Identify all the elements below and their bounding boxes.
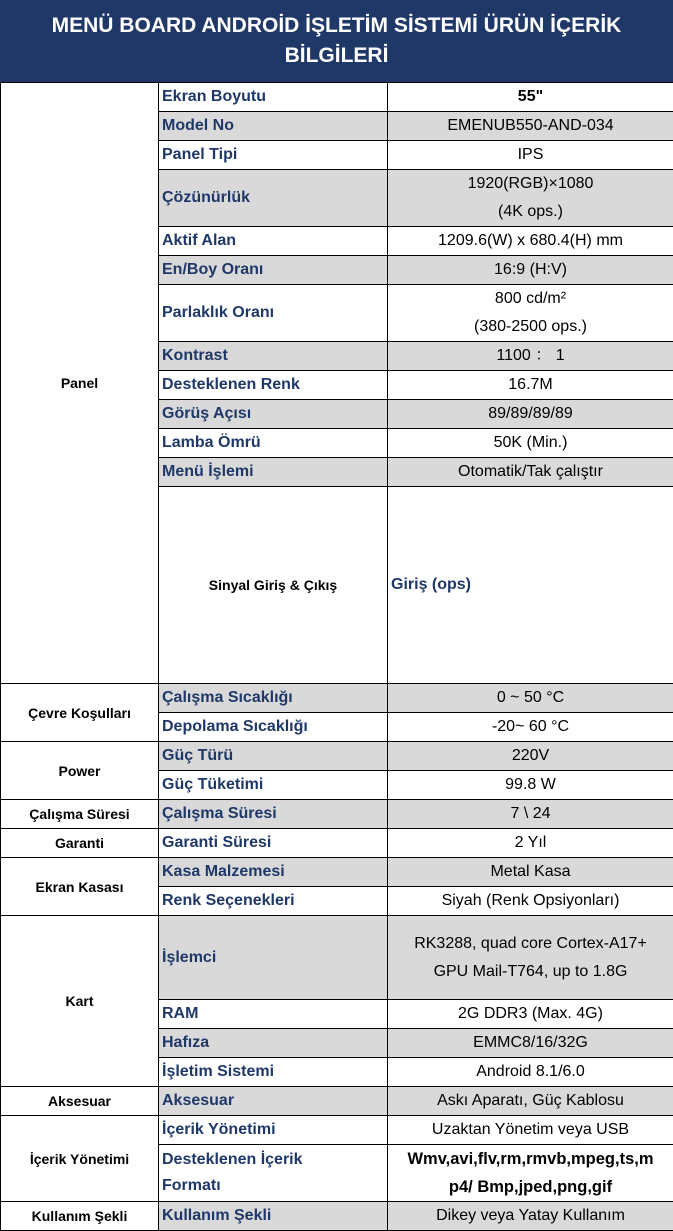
label-content-management: İçerik Yönetimi <box>159 1116 388 1145</box>
value-case-material: Metal Kasa <box>388 858 673 887</box>
value-resolution: 1920(RGB)×1080 (4K ops.) <box>388 170 673 227</box>
value-operating-temp: 0 ~ 50 °C <box>388 684 673 713</box>
spec-table <box>0 82 673 1231</box>
label-working-time: Çalışma Süresi <box>159 800 388 829</box>
group-card: Kart <box>1 916 159 1087</box>
value-color-options: Siyah (Renk Opsiyonları) <box>388 887 673 916</box>
value-power-consumption: 99.8 W <box>388 771 673 800</box>
value-power-type: 220V <box>388 742 673 771</box>
label-power-consumption: Güç Tüketimi <box>159 771 388 800</box>
value-usage: Dikey veya Yatay Kullanım <box>388 1202 673 1231</box>
label-usage: Kullanım Şekli <box>159 1202 388 1231</box>
group-power: Power <box>1 742 159 800</box>
value-content-management: Uzaktan Yönetim veya USB <box>388 1116 673 1145</box>
value-brightness: 800 cd/m² (380-2500 ops.) <box>388 285 673 342</box>
value-aspect-ratio: 16:9 (H:V) <box>388 256 673 285</box>
table-row <box>1 83 673 112</box>
group-signal: Sinyal Giriş & Çıkış <box>159 487 388 684</box>
value-lamp-life: 50K (Min.) <box>388 429 673 458</box>
value-ram: 2G DDR3 (Max. 4G) <box>388 1000 673 1029</box>
table-row <box>1 1116 673 1145</box>
table-row <box>1 742 673 771</box>
value-menu-operation: Otomatik/Tak çalıştır <box>388 458 673 487</box>
label-operating-system: İşletim Sistemi <box>159 1058 388 1087</box>
label-ram: RAM <box>159 1000 388 1029</box>
value-active-area: 1209.6(W) x 680.4(H) mm <box>388 227 673 256</box>
label-aspect-ratio: En/Boy Oranı <box>159 256 388 285</box>
label-color-options: Renk Seçenekleri <box>159 887 388 916</box>
value-screen-size: 55" <box>388 83 673 112</box>
label-resolution: Çözünürlük <box>159 170 388 227</box>
label-active-area: Aktif Alan <box>159 227 388 256</box>
label-case-material: Kasa Malzemesi <box>159 858 388 887</box>
label-processor: İşlemci <box>159 916 388 1000</box>
label-accessory: Aksesuar <box>159 1087 388 1116</box>
page-title: MENÜ BOARD ANDROİD İŞLETİM SİSTEMİ ÜRÜN İÇERİK BİLGİLERİ <box>0 0 673 82</box>
value-colors: 16.7M <box>388 371 673 400</box>
value-operating-system: Android 8.1/6.0 <box>388 1058 673 1087</box>
table-row <box>1 858 673 887</box>
group-warranty: Garanti <box>1 829 159 858</box>
group-accessory: Aksesuar <box>1 1087 159 1116</box>
value-accessory: Askı Aparatı, Güç Kablosu <box>388 1087 673 1116</box>
table-row <box>1 829 673 858</box>
label-screen-size: Ekran Boyutu <box>159 83 388 112</box>
label-warranty-time: Garanti Süresi <box>159 829 388 858</box>
group-environment: Çevre Koşulları <box>1 684 159 742</box>
label-brightness: Parlaklık Oranı <box>159 285 388 342</box>
value-working-time: 7 \ 24 <box>388 800 673 829</box>
group-panel: Panel <box>1 83 159 684</box>
label-colors: Desteklenen Renk <box>159 371 388 400</box>
label-power-type: Güç Türü <box>159 742 388 771</box>
label-input: Giriş (ops) <box>388 487 673 684</box>
label-view-angle: Görüş Açısı <box>159 400 388 429</box>
label-operating-temp: Çalışma Sıcaklığı <box>159 684 388 713</box>
label-storage: Hafıza <box>159 1029 388 1058</box>
table-row <box>1 684 673 713</box>
label-panel-type: Panel Tipi <box>159 141 388 170</box>
label-storage-temp: Depolama Sıcaklığı <box>159 713 388 742</box>
value-panel-type: IPS <box>388 141 673 170</box>
value-storage-temp: -20~ 60 °C <box>388 713 673 742</box>
label-content-formats: Desteklenen İçerik Formatı <box>159 1145 388 1202</box>
value-warranty-time: 2 Yıl <box>388 829 673 858</box>
label-menu-operation: Menü İşlemi <box>159 458 388 487</box>
value-contrast: 1100 ： 1 <box>388 342 673 371</box>
group-content-management: İçerik Yönetimi <box>1 1116 159 1202</box>
label-contrast: Kontrast <box>159 342 388 371</box>
table-row <box>1 1087 673 1116</box>
group-usage: Kullanım Şekli <box>1 1202 159 1231</box>
group-screen-case: Ekran Kasası <box>1 858 159 916</box>
value-model-no: EMENUB550-AND-034 <box>388 112 673 141</box>
table-row <box>1 800 673 829</box>
value-content-formats: Wmv,avi,flv,rm,rmvb,mpeg,ts,m p4/ Bmp,jped,png,gif <box>388 1145 673 1202</box>
value-processor: RK3288, quad core Cortex-A17+ GPU Mail-T764, up to 1.8G <box>388 916 673 1000</box>
value-view-angle: 89/89/89/89 <box>388 400 673 429</box>
table-row <box>1 916 673 1000</box>
group-working-time: Çalışma Süresi <box>1 800 159 829</box>
label-model-no: Model No <box>159 112 388 141</box>
table-row <box>1 1202 673 1231</box>
label-lamp-life: Lamba Ömrü <box>159 429 388 458</box>
value-storage: EMMC8/16/32G <box>388 1029 673 1058</box>
